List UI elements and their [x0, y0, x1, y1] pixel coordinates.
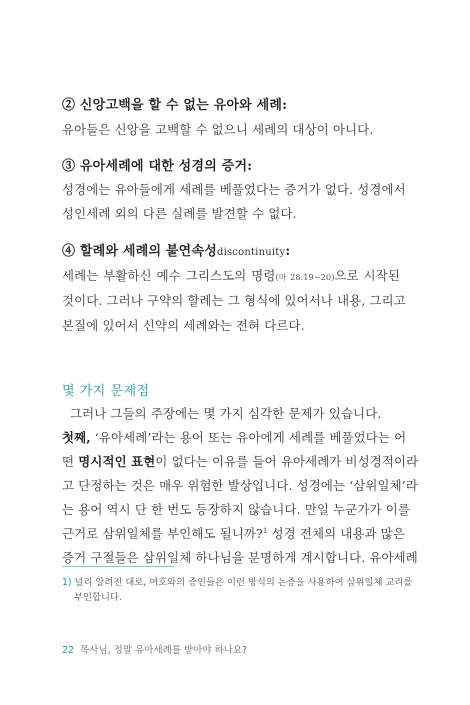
point-4-text-part: 으로 시작된 [334, 268, 400, 283]
point-4-heading-colon: : [285, 244, 291, 259]
section-paragraph-line4: 고 단정하는 것은 매우 위험한 발상입니다. 성경에는 ‘삼위일체’라 [62, 478, 418, 493]
line-text: 근거로 삼위일체를 부인해도 될니까? [62, 526, 263, 541]
footnote-divider [62, 566, 174, 567]
point-2-heading: ② 신앙고백을 할 수 없는 유아와 세례: [62, 98, 288, 113]
page-footer [62, 642, 247, 656]
section-paragraph-line2 [62, 428, 407, 446]
section-paragraph-line5: 는 용어 역시 단 한 번도 등장하지 않습니다. 만일 누군가가 이를 [62, 502, 410, 517]
point-3-heading: ③ 유아세례에 대한 성경의 증거: [62, 159, 253, 174]
point-4-heading [62, 240, 290, 259]
point-4-text-line3: 본질에 있어서 신약의 세례와는 전혀 다르다. [62, 318, 305, 333]
section-paragraph-line3 [62, 452, 419, 470]
footnote-line1 [62, 574, 413, 588]
point-3-text-line1: 성경에는 유아들에게 세례를 베풀었다는 증거가 없다. 성경에서 [62, 182, 406, 197]
page-number: 22 [62, 645, 75, 656]
point-4-text-line2: 것이다. 그러나 구약의 할례는 그 형식에 있어서나 내용, 그리고 [62, 293, 406, 308]
first-label: 첫째, [62, 430, 91, 445]
point-4-text-line1 [62, 266, 400, 284]
line-text: ‘유아세례’라는 용어 또는 유아에게 세례를 베풀었다는 어 [90, 430, 407, 445]
footnote-text: 널리 알려진 대로, 여호와의 증인들은 이런 방식의 논증을 사용하여 삼위일체 교리를 [74, 577, 413, 588]
footnote-marker[interactable]: 1 [262, 526, 268, 535]
line-text: 떤 [62, 454, 79, 469]
line-text: 이 없다는 이유를 들어 유아세례가 비성경적이라 [155, 454, 419, 469]
point-2-text: 유아들은 신앙을 고백할 수 없으니 세례의 대상이 아니다. [62, 122, 374, 137]
emphasis-text: 명시적인 표현 [78, 454, 156, 469]
point-4-text-part: 세례는 부활하신 예수 그리스도의 명령 [62, 268, 276, 283]
running-title: 목사님, 정말 유아세례를 받아야 하나요? [80, 645, 248, 656]
point-3-text-line2: 성인세례 외의 다른 실례를 발견할 수 없다. [62, 206, 297, 221]
scripture-reference: (마 28:19~20) [275, 273, 335, 282]
section-paragraph-line7: 증거 구절들은 삼위일체 하나님을 분명하게 계시합니다. 유아세례 [62, 550, 418, 565]
line-text: 성경 전체의 내용과 많은 [267, 526, 406, 541]
footnote-line2: 부인합니다. [74, 592, 122, 603]
section-paragraph-line6 [62, 524, 406, 542]
section-title: 몇 가지 문제점 [62, 384, 150, 399]
point-4-heading-latin: discontinuity [216, 247, 286, 258]
section-paragraph-line1: 그러나 그들의 주장에는 몇 가지 심각한 문제가 있습니다. [70, 406, 382, 421]
footnote-number: 1) [62, 577, 72, 588]
point-4-heading-text: ④ 할례와 세례의 불연속성 [62, 244, 217, 259]
